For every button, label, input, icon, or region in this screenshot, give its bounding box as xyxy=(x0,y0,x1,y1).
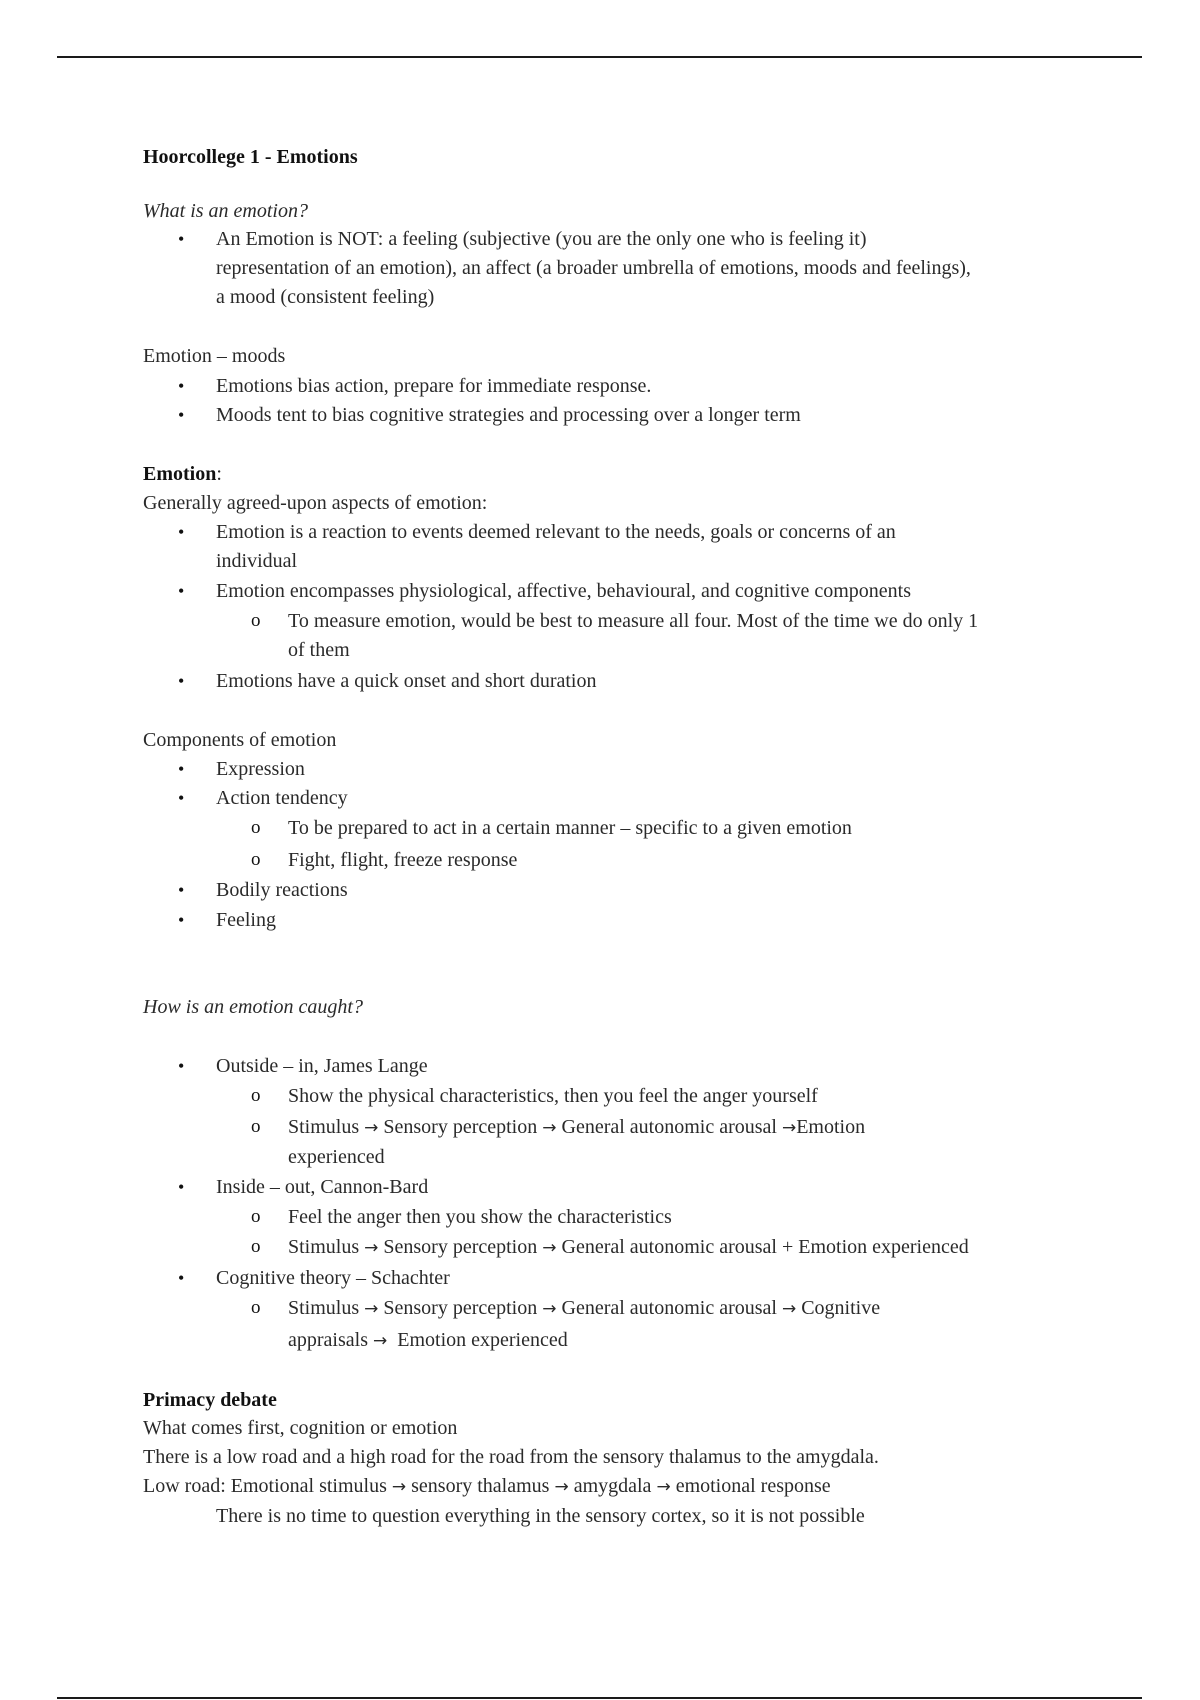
list-item: Emotions have a quick onset and short duration xyxy=(216,670,597,692)
list-item: Emotion encompasses physiological, affective, behavioural, and cognitive components xyxy=(216,580,911,602)
text-run: Emotion experienced xyxy=(387,1329,568,1351)
paragraph-line: There is a low road and a high road for the road from the sensory thalamus to the amygdala. xyxy=(143,1446,879,1468)
question-how-caught: How is an emotion caught? xyxy=(143,996,363,1018)
list-item-continued: individual xyxy=(216,550,298,572)
list-item: Cognitive theory – Schachter xyxy=(216,1267,450,1289)
arrow-right-icon: → xyxy=(781,1118,797,1138)
text-run: General autonomic arousal xyxy=(556,1116,782,1138)
sub-bullet-marker: o xyxy=(251,610,261,631)
bullet-marker: • xyxy=(178,376,185,396)
list-item: Moods tent to bias cognitive strategies and processing over a longer term xyxy=(216,404,801,426)
list-item: An Emotion is NOT: a feeling (subjective (you are the only one who is feeling it) xyxy=(216,228,867,250)
page-title: Hoorcollege 1 - Emotions xyxy=(143,146,358,168)
list-item: Bodily reactions xyxy=(216,879,348,901)
bottom-rule xyxy=(57,1697,1142,1699)
text-run: Sensory perception xyxy=(378,1236,543,1258)
text-run: Stimulus xyxy=(288,1116,365,1138)
sub-list-item xyxy=(288,1115,865,1140)
list-item: Action tendency xyxy=(216,787,348,809)
section-title-primacy: Primacy debate xyxy=(143,1389,277,1411)
list-item: Expression xyxy=(216,758,305,780)
title-colon: : xyxy=(216,463,222,485)
text-run: Stimulus xyxy=(288,1297,365,1319)
text-run: Sensory perception xyxy=(378,1297,543,1319)
bullet-marker: • xyxy=(178,229,185,249)
text-run: Sensory perception xyxy=(378,1116,543,1138)
bullet-marker: • xyxy=(178,759,185,779)
bullet-marker: • xyxy=(178,1177,185,1197)
text-run: Cognitive xyxy=(796,1297,881,1319)
arrow-right-icon: → xyxy=(391,1477,407,1497)
section-title-emotion xyxy=(143,462,222,486)
sub-list-item: Feel the anger then you show the characteristics xyxy=(288,1206,672,1228)
list-item: Outside – in, James Lange xyxy=(216,1055,428,1077)
bullet-marker: • xyxy=(178,581,185,601)
arrow-right-icon: → xyxy=(364,1299,379,1319)
bullet-marker: • xyxy=(178,522,185,542)
text-run: amygdala xyxy=(568,1475,657,1497)
section-title-components: Components of emotion xyxy=(143,729,337,751)
sub-bullet-marker: o xyxy=(251,1116,261,1137)
section-title-emotion-bold: Emotion xyxy=(143,463,217,485)
bullet-marker: • xyxy=(178,1268,185,1288)
paragraph-line xyxy=(143,1474,831,1499)
sub-list-item: Show the physical characteristics, then you feel the anger yourself xyxy=(288,1085,818,1107)
list-item: Inside – out, Cannon-Bard xyxy=(216,1176,429,1198)
sub-bullet-marker: o xyxy=(251,817,261,838)
text-run: Emotion xyxy=(796,1116,866,1138)
bullet-marker: • xyxy=(178,671,185,691)
sub-bullet-marker: o xyxy=(251,1085,261,1106)
sub-list-item: Fight, flight, freeze response xyxy=(288,849,518,871)
arrow-right-icon: → xyxy=(781,1299,797,1319)
text-run: Low road: Emotional stimulus xyxy=(143,1475,392,1497)
text-run: emotional response xyxy=(670,1475,831,1497)
arrow-right-icon: → xyxy=(364,1238,379,1258)
bullet-marker: • xyxy=(178,405,185,425)
sub-bullet-marker: o xyxy=(251,1236,261,1257)
bullet-marker: • xyxy=(178,910,185,930)
bullet-marker: • xyxy=(178,880,185,900)
list-item: Feeling xyxy=(216,909,276,931)
bullet-marker: • xyxy=(178,1056,185,1076)
arrow-right-icon: → xyxy=(542,1238,557,1258)
list-item: Emotion is a reaction to events deemed relevant to the needs, goals or concerns of an xyxy=(216,521,896,543)
top-rule xyxy=(57,56,1142,58)
section-intro: Generally agreed-upon aspects of emotion: xyxy=(143,492,488,514)
list-item-continued: representation of an emotion), an affect (a broader umbrella of emotions, moods and feelings), xyxy=(216,257,971,279)
sub-list-item: To measure emotion, would be best to measure all four. Most of the time we do only 1 xyxy=(288,610,979,632)
arrow-right-icon: → xyxy=(542,1299,557,1319)
sub-list-item-continued: experienced xyxy=(288,1146,385,1168)
bullet-marker: • xyxy=(178,788,185,808)
text-run: General autonomic arousal xyxy=(556,1297,782,1319)
text-run: appraisals xyxy=(288,1329,373,1351)
text-run: sensory thalamus xyxy=(406,1475,555,1497)
sub-list-item-continued xyxy=(288,1328,568,1353)
section-title-emotion-moods: Emotion – moods xyxy=(143,345,286,367)
text-run: General autonomic arousal + Emotion experienced xyxy=(556,1236,969,1258)
sub-list-item xyxy=(288,1296,880,1321)
sub-bullet-marker: o xyxy=(251,1297,261,1318)
arrow-right-icon: → xyxy=(542,1118,557,1138)
sub-list-item: To be prepared to act in a certain manner – specific to a given emotion xyxy=(288,817,852,839)
sub-bullet-marker: o xyxy=(251,1206,261,1227)
indented-paragraph-line: There is no time to question everything in the sensory cortex, so it is not possible xyxy=(216,1505,865,1527)
arrow-right-icon: → xyxy=(554,1477,569,1497)
arrow-right-icon: → xyxy=(372,1331,388,1351)
arrow-right-icon: → xyxy=(656,1477,671,1497)
text-run: Stimulus xyxy=(288,1236,365,1258)
list-item: Emotions bias action, prepare for immediate response. xyxy=(216,375,652,397)
list-item-continued: a mood (consistent feeling) xyxy=(216,286,435,308)
paragraph-line: What comes first, cognition or emotion xyxy=(143,1417,458,1439)
question-what-is-emotion: What is an emotion? xyxy=(143,200,308,222)
sub-bullet-marker: o xyxy=(251,849,261,870)
sub-list-item xyxy=(288,1235,969,1260)
sub-list-item-continued: of them xyxy=(288,639,350,661)
arrow-right-icon: → xyxy=(364,1118,379,1138)
